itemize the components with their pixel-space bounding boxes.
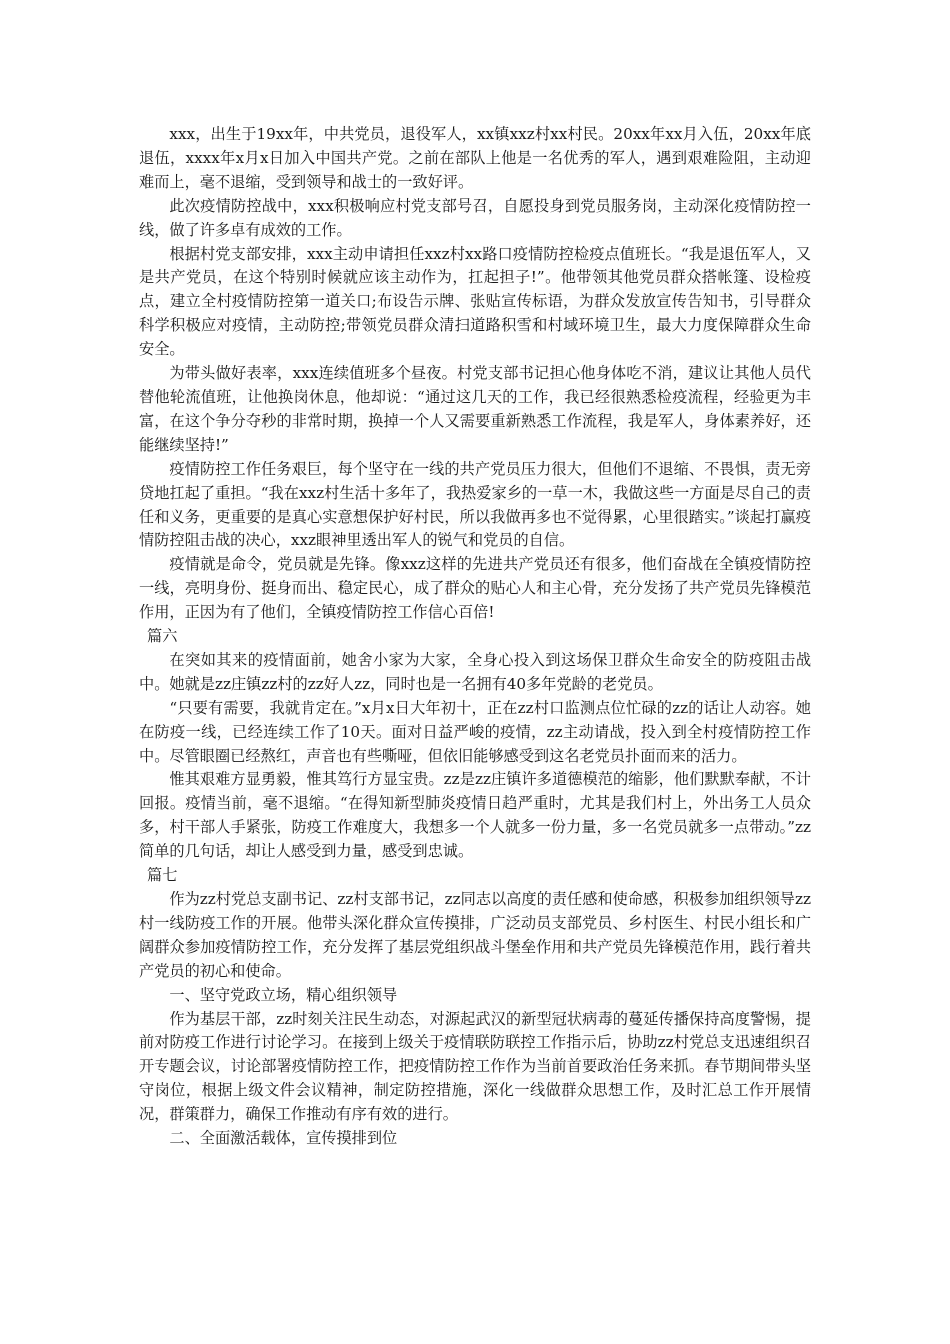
section-heading-7: 篇七 [147,866,178,885]
paragraph: 此次疫情防控战中，xxx积极响应村党支部号召，自愿投身到党员服务岗，主动深化疫情防控一线，做了许多卓有成效的工作。 [139,196,811,239]
paragraph: 作为zz村党总支副书记、zz村支部书记，zz同志以高度的责任感和使命感，积极参加组织领导zz村一线防疫工作的开展。他带头深化群众宣传摸排，广泛动员支部党员、乡村医生、村民小组长和广阔群众参加疫情防控工作，充分发挥了基层党组织战斗堡垒作用和共产党员先锋模范作用，践行着共产党员的初心和使命。 [139,890,811,980]
paragraph: “只要有需要，我就肯定在。”x月x日大年初十，正在zz村口监测点位忙碌的zz的话让人动容。她在防疫一线，已经连续工作了10天。面对日益严峻的疫情，zz主动请战，投入到全村疫情防控工作中。尽管眼圈已经熬红，声音也有些嘶哑，但依旧能够感受到这名老党员扑面而来的活力。 [139,698,811,765]
section-heading-6: 篇六 [147,627,178,646]
paragraph: 在突如其来的疫情面前，她舍小家为大家，全身心投入到这场保卫群众生命安全的防疫阻击战中。她就是zz庄镇zz村的zz好人zz，同时也是一名拥有40多年党龄的老党员。 [139,650,811,693]
paragraph: 疫情就是命令，党员就是先锋。像xxz这样的先进共产党员还有很多，他们奋战在全镇疫情防控一线，亮明身份、挺身而出、稳定民心，成了群众的贴心人和主心骨，充分发扬了共产党员先锋模范作用，正因为有了他们，全镇疫情防控工作信心百倍! [139,555,811,622]
subsection-title-2: 二、全面激活载体，宣传摸排到位 [169,1129,398,1148]
paragraph: xxx，出生于19xx年，中共党员，退役军人，xx镇xxz村xx村民。20xx年xx月入伍，20xx年底退伍，xxxx年x月x日加入中国共产党。之前在部队上他是一名优秀的军人，遇到艰难险阻，主动迎难而上，毫不退缩，受到领导和战士的一致好评。 [139,125,811,191]
paragraph: 根据村党支部安排，xxx主动申请担任xxz村xx路口疫情防控检疫点值班长。“我是退伍军人，又是共产党员，在这个特别时候就应该主动作为，扛起担子!”。他带领其他党员群众搭帐篷、设检疫点，建立全村疫情防控第一道关口;布设告示牌、张贴宣传标语，为群众发放宣传告知书，引导群众科学积极应对疫情，主动防控;带领党员群众清扫道路积雪和村域环境卫生，最大力度保障群众生命安全。 [139,244,811,359]
paragraph: 作为基层干部，zz时刻关注民生动态，对源起武汉的新型冠状病毒的蔓延传播保持高度警惕，提前对防疫工作进行讨论学习。在接到上级关于疫情联防联控工作指示后，协助zz村党总支迅速组织召开专题会议，讨论部署疫情防控工作，把疫情防控工作作为当前首要政治任务来抓。春节期间带头坚守岗位，根据上级文件会议精神，制定防控措施，深化一线做群众思想工作，及时汇总工作开展情况，群策群力，确保工作推动有序有效的进行。 [139,1009,811,1124]
paragraph: 惟其艰难方显勇毅，惟其笃行方显宝贵。zz是zz庄镇许多道德模范的缩影，他们默默奉献，不计回报。疫情当前，毫不退缩。“在得知新型肺炎疫情日趋严重时，尤其是我们村上，外出务工人员众多，村干部人手紧张，防疫工作难度大，我想多一个人就多一份力量，多一名党员就多一点带动。”zz简单的几句话，却让人感受到力量，感受到忠诚。 [139,770,811,861]
document-body [139,123,811,1151]
paragraph: 疫情防控工作任务艰巨，每个坚守在一线的共产党员压力很大，但他们不退缩、不畏惧，责无旁贷地扛起了重担。“我在xxz村生活十多年了，我热爱家乡的一草一木，我做这些一方面是尽自己的责任和义务，更重要的是真心实意想保护好村民，所以我做再多也不觉得累，心里很踏实。”谈起打赢疫情防控阻击战的决心，xxz眼神里透出军人的锐气和党员的自信。 [139,459,811,550]
paragraph: 为带头做好表率，xxx连续值班多个昼夜。村党支部书记担心他身体吃不消，建议让其他人员代替他轮流值班，让他换岗休息，他却说：“通过这几天的工作，我已经很熟悉检疫流程，经验更为丰富，在这个争分夺秒的非常时期，换掉一个人又需要重新熟悉工作流程，我是军人，身体素养好，还能继续坚持!” [139,364,811,454]
subsection-title-1: 一、坚守党政立场，精心组织领导 [169,985,398,1004]
